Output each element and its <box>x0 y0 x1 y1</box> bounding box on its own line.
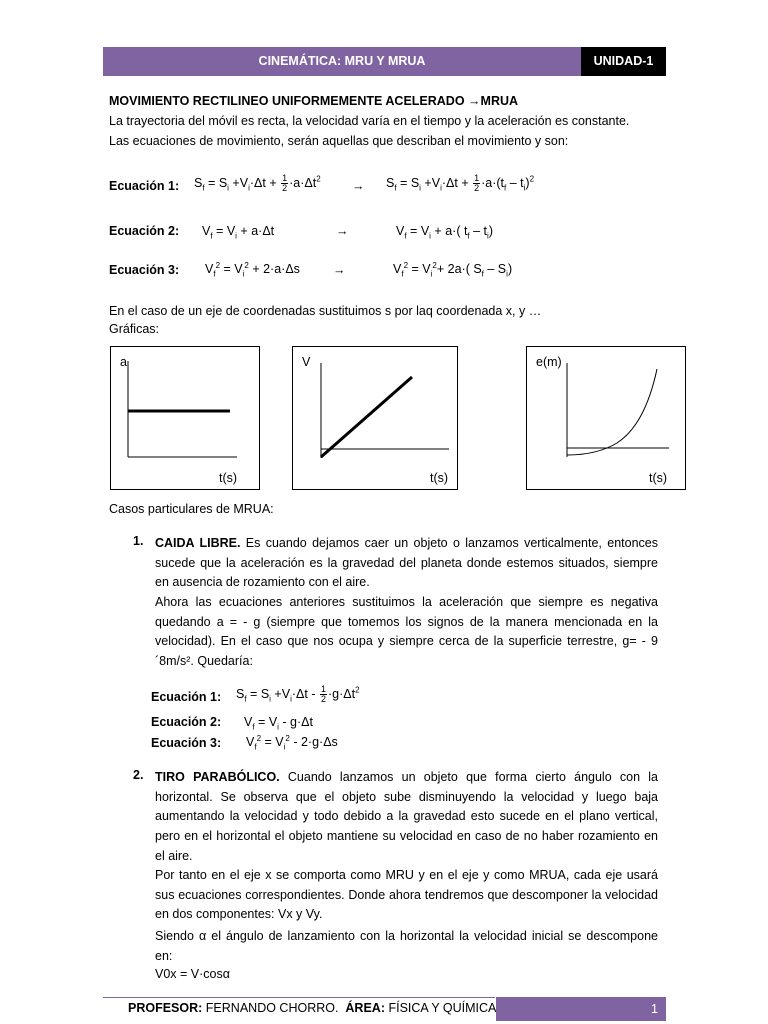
header-title: CINEMÁTICA: MRU Y MRUA <box>103 47 581 76</box>
cl-eq1-label: Ecuación 1: <box>151 690 222 704</box>
footer-page-number-box <box>496 997 666 1021</box>
item2-text-c: Siendo α el ángulo de lanzamiento con la horizontal la velocidad inicial se descompone en: <box>155 929 658 963</box>
item2-text-a: Cuando lanzamos un objeto que forma cierto ángulo con la horizontal. Se observa que el objeto sube disminuyendo la velocidad y luego baja aumentando la velocidad y todo debido a la gravedad esto sucede en el plano vertical, pero en el horizontal el objeto mantiene su velocidad en caso de no haber rozamiento en el aire. <box>155 770 659 863</box>
eq2-label: Ecuación 2: <box>109 224 180 238</box>
intro-line-2: Las ecuaciones de movimiento, serán aquellas que describan el movimiento y son: <box>109 134 569 148</box>
casos-title: Casos particulares de MRUA: <box>109 502 274 516</box>
eq2-formula: $V_f = V_i + a\cdot\Delta t$ <box>202 224 275 241</box>
cl-eq1-formula: $S_f = S_i +V_i\cdot\Delta t$ - $\frac{1}{2}$ $\cdot g\cdot\Delta t^2$ <box>236 684 360 704</box>
graficas-label: Gráficas: <box>109 322 160 336</box>
cl-eq2-formula: $V_f = V_i - g\cdot\Delta t$ <box>244 715 313 732</box>
graph2-ylabel: V <box>302 355 311 369</box>
intro-line-1: La trayectoria del móvil es recta, la velocidad varía en el tiempo y la aceleración es constante. <box>109 114 630 128</box>
footer-profesor-label: PROFESOR: <box>128 1001 203 1015</box>
graph-acceleration-plot <box>111 347 259 489</box>
eq3-arrow: → <box>333 263 346 277</box>
cl-eq3-formula: $V_f^2 = V_i^2 - 2\cdot g\cdot\Delta s$ <box>246 734 338 752</box>
footer-area-label: ÁREA: <box>345 1001 385 1015</box>
eq2-arrow: → <box>336 224 349 238</box>
item2-paragraph-a <box>155 768 658 867</box>
item2-number: 2. <box>133 768 144 782</box>
eq2-formula-alt: $V_f = V_i + a\cdot$( $t_f - t_i$) <box>396 224 493 241</box>
eq1-formula-alt: $S_f = S_i +V_i\cdot\Delta t$ + $\frac{1}{2}$ $\cdot a\cdot(t_f - t_i)^2$ <box>386 173 535 193</box>
eq3-label: Ecuación 3: <box>109 263 180 277</box>
footer-profesor: FERNANDO CHORRO. <box>205 1001 339 1015</box>
header-unit: UNIDAD-1 <box>581 47 666 76</box>
graph-velocity-plot <box>293 347 457 489</box>
graph-velocity <box>292 346 458 490</box>
page-header <box>103 47 666 76</box>
position-curve <box>567 369 657 455</box>
eq1-arrow: → <box>352 179 365 193</box>
footer-text <box>128 1001 496 1015</box>
graph3-ylabel: e(m) <box>536 355 562 369</box>
item2-title: TIRO PARABÓLICO. <box>155 770 280 784</box>
item2-v0x: V0x = V·cosα <box>155 967 230 981</box>
coord-note: En el caso de un eje de coordenadas sustituimos s por laq coordenada x, y … <box>109 304 542 318</box>
graph-position <box>526 346 686 490</box>
item1-text-b: Ahora las ecuaciones anteriores sustituimos la aceleración que siempre es negativa quedando a = - g (siempre que tomemos los signos de la manera mencionada en la velocidad). En el caso que nos ocupa y siempre cerca de la superficie terrestre, g= - 9´8m/s². Quedaría: <box>155 595 658 669</box>
eq3-formula: $V_f^2 = V_i^2 + 2\cdot a\cdot\Delta s$ <box>205 261 300 279</box>
footer-page-number: 1 <box>651 1002 658 1016</box>
item1-paragraph-a <box>155 534 658 593</box>
footer-rule <box>103 997 495 998</box>
item1-title: CAIDA LIBRE. <box>155 536 241 550</box>
page-footer <box>103 997 666 1023</box>
graph1-xlabel: t(s) <box>219 471 238 485</box>
graph1-ylabel: a <box>120 355 127 369</box>
footer-area: FÍSICA Y QUÍMICA <box>388 1001 497 1015</box>
cl-eq3-label: Ecuación 3: <box>151 736 222 750</box>
section-title: MOVIMIENTO RECTILINEO UNIFORMEMENTE ACELERADO →MRUA <box>109 94 519 108</box>
graph-acceleration <box>110 346 260 490</box>
eq1-formula: $S_f = S_i +V_i\cdot\Delta t$ + $\frac{1}{2}$ $\cdot a\cdot\Delta t^2$ <box>194 173 321 193</box>
graph3-xlabel: t(s) <box>649 471 668 485</box>
cl-eq2-label: Ecuación 2: <box>151 715 222 729</box>
eq3-formula-alt: $V_f^2 = V_i^2+ 2a\cdot$( $S_f - S_i$) <box>393 261 513 279</box>
graph2-xlabel: t(s) <box>430 471 449 485</box>
velocity-line <box>321 377 412 457</box>
item1-number: 1. <box>133 534 144 548</box>
item2-text-b: Por tanto en el eje x se comporta como MRU y en el eje y como MRUA, cada eje usará sus ecuaciones correspondientes. Donde ahora tendremos que descomponer la velocidad en dos componentes: Vx y Vy. <box>155 868 658 922</box>
eq1-label: Ecuación 1: <box>109 179 180 193</box>
item1-text-a: Es cuando dejamos caer un objeto o lanzamos verticalmente, entonces sucede que la aceleración es la gravedad del planeta donde estemos situados, siempre en ausencia de rozamiento con el aire. <box>155 536 658 590</box>
